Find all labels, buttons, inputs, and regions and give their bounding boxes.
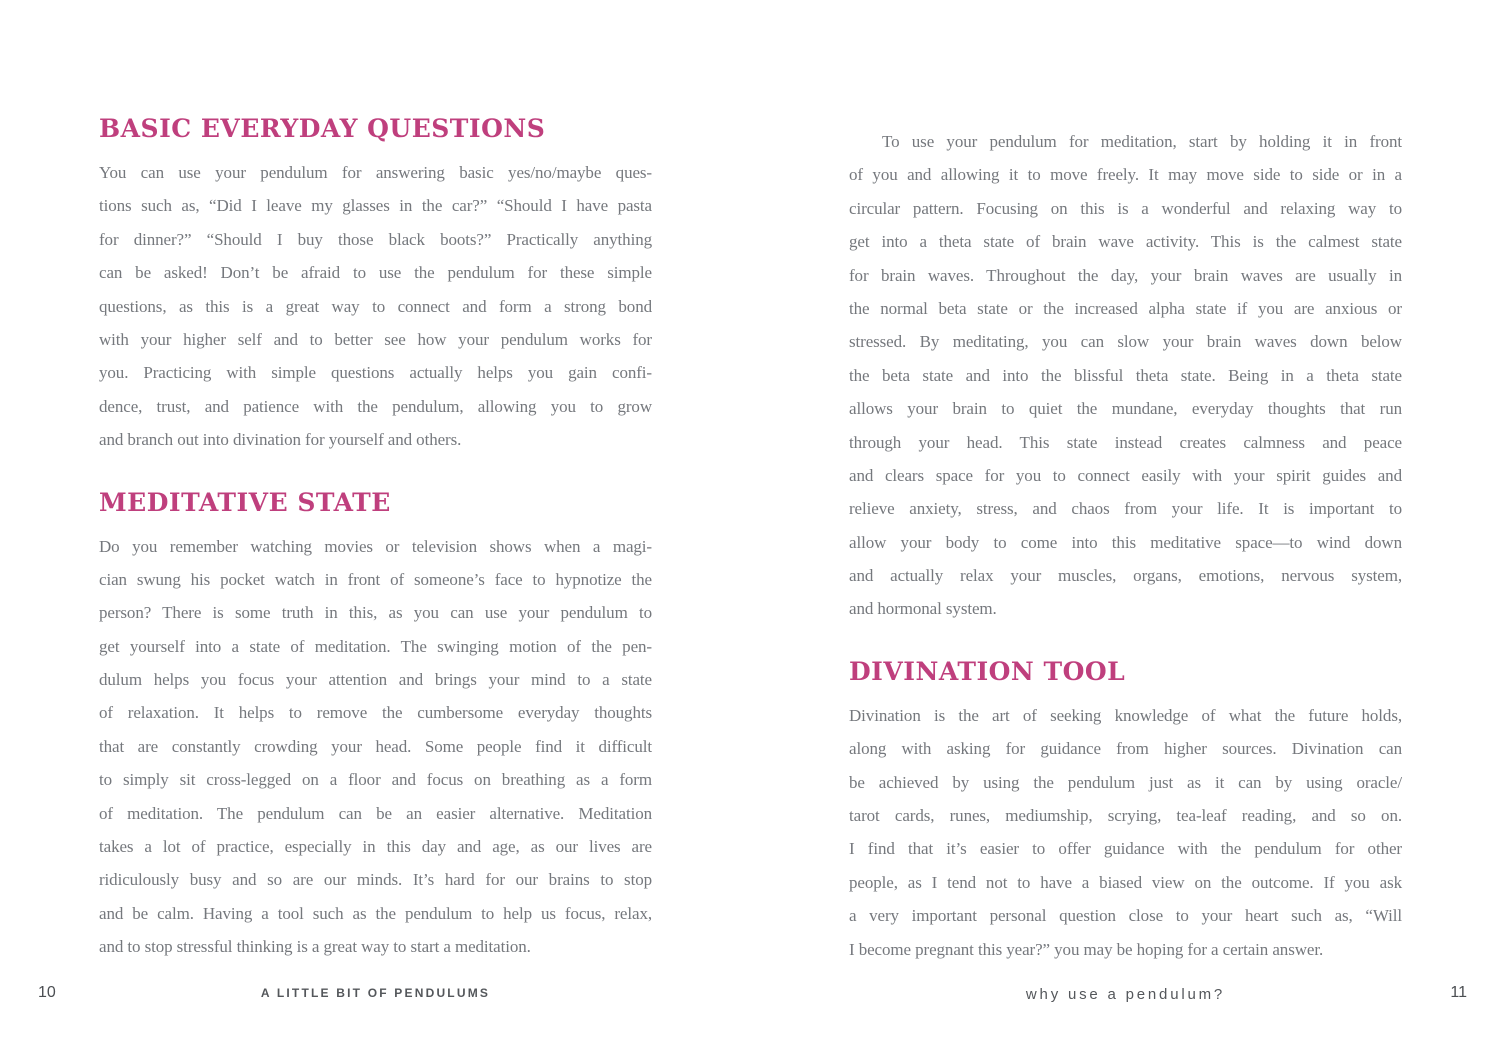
section-heading-meditative-state: MEDITATIVE STATE [99,487,391,517]
text-line: tions such as, “Did I leave my glasses in the car?” “Should I have pasta [99,196,652,216]
text-line: of meditation. The pendulum can be an easier alternative. Meditation [99,803,652,823]
text-line: and clears space for you to connect easily with your spirit guides and [849,465,1402,485]
section-heading-basic-everyday-questions: BASIC EVERYDAY QUESTIONS [99,114,546,143]
text-line: You can use your pendulum for answering basic yes/no/maybe ques- [99,163,652,182]
text-line: along with asking for guidance from higher sources. Divination can [849,739,1402,759]
text-line: and be calm. Having a tool such as the pendulum to help us focus, relax, [99,903,652,923]
text-line: I become pregnant this year?” you may be hoping for a certain answer. [849,939,1324,959]
text-line: and hormonal system. [849,599,997,619]
text-line: for dinner?” “Should I buy those black boots?” Practically anything [99,229,652,249]
section-heading-divination-tool: DIVINATION TOOL [849,656,1126,686]
text-line: the beta state and into the blissful theta state. Being in a theta state [849,365,1402,385]
text-line: people, as I tend not to have a biased view on the outcome. If you ask [849,872,1402,892]
text-line: circular pattern. Focusing on this is a wonderful and relaxing way to [849,198,1402,218]
text-line: person? There is some truth in this, as you can use your pendulum to [99,603,652,623]
paragraph-divination-tool [849,699,1402,966]
text-line: and to stop stressful thinking is a great way to start a meditation. [99,937,531,957]
paragraph-meditative-state [99,530,652,964]
text-line: tarot cards, runes, mediumship, scrying, tea-leaf reading, and so on. [849,806,1402,826]
text-line: dence, trust, and patience with the pendulum, allowing you to grow [99,396,652,416]
text-line: relieve anxiety, stress, and chaos from your life. It is important to [849,499,1402,519]
text-line: of relaxation. It helps to remove the cumbersome everyday thoughts [99,703,652,723]
text-line: and branch out into divination for yourself and others. [99,430,462,450]
paragraph-meditation-continued [849,125,1402,626]
page-number-right: 11 [1450,984,1467,1001]
text-line: stressed. By meditating, you can slow your brain waves down below [849,332,1402,352]
text-line: allows your brain to quiet the mundane, everyday thoughts that run [849,399,1402,419]
text-line: a very important personal question close to your heart such as, “Will [849,906,1402,926]
text-line: I find that it’s easier to offer guidance with the pendulum for other [849,839,1402,859]
running-footer-left: A LITTLE BIT OF PENDULUMS [260,986,491,1000]
text-line: Do you remember watching movies or television shows when a magi- [99,536,652,556]
page-right [849,112,1402,966]
text-line: to simply sit cross-legged on a floor and focus on breathing as a form [99,770,652,790]
text-line: for brain waves. Throughout the day, your brain waves are usually in [849,265,1402,285]
text-line: the normal beta state or the increased alpha state if you are anxious or [849,298,1402,318]
text-line: you. Practicing with simple questions actually helps you gain confi- [99,363,652,383]
page-left [99,112,652,964]
text-line: get yourself into a state of meditation. The swinging motion of the pen- [99,636,652,656]
text-line: ridiculously busy and so are our minds. It’s hard for our brains to stop [99,870,652,890]
page-number-left: 10 [38,984,56,1001]
text-line: allow your body to come into this meditative space—to wind down [849,532,1402,552]
text-line: takes a lot of practice, especially in this day and age, as our lives are [99,837,652,857]
text-line: To use your pendulum for meditation, start by holding it in front [882,132,1402,151]
text-line: that are constantly crowding your head. Some people find it difficult [99,736,652,756]
text-line: and actually relax your muscles, organs, emotions, nervous system, [849,566,1402,586]
text-line: of you and allowing it to move freely. It may move side to side or in a [849,165,1402,185]
text-line: with your higher self and to better see how your pendulum works for [99,329,652,349]
running-footer-right: why use a pendulum? [1025,986,1226,1003]
text-line: can be asked! Don’t be afraid to use the pendulum for these simple [99,263,652,283]
text-line: be achieved by using the pendulum just as it can by using oracle/ [849,772,1402,792]
text-line: Divination is the art of seeking knowledge of what the future holds, [849,705,1402,725]
text-line: through your head. This state instead creates calmness and peace [849,432,1402,452]
text-line: cian swung his pocket watch in front of someone’s face to hypnotize the [99,569,652,589]
text-line: questions, as this is a great way to connect and form a strong bond [99,296,652,316]
text-line: dulum helps you focus your attention and brings your mind to a state [99,670,652,690]
paragraph-basic-everyday-questions [99,156,652,457]
text-line: get into a theta state of brain wave activity. This is the calmest state [849,232,1402,252]
